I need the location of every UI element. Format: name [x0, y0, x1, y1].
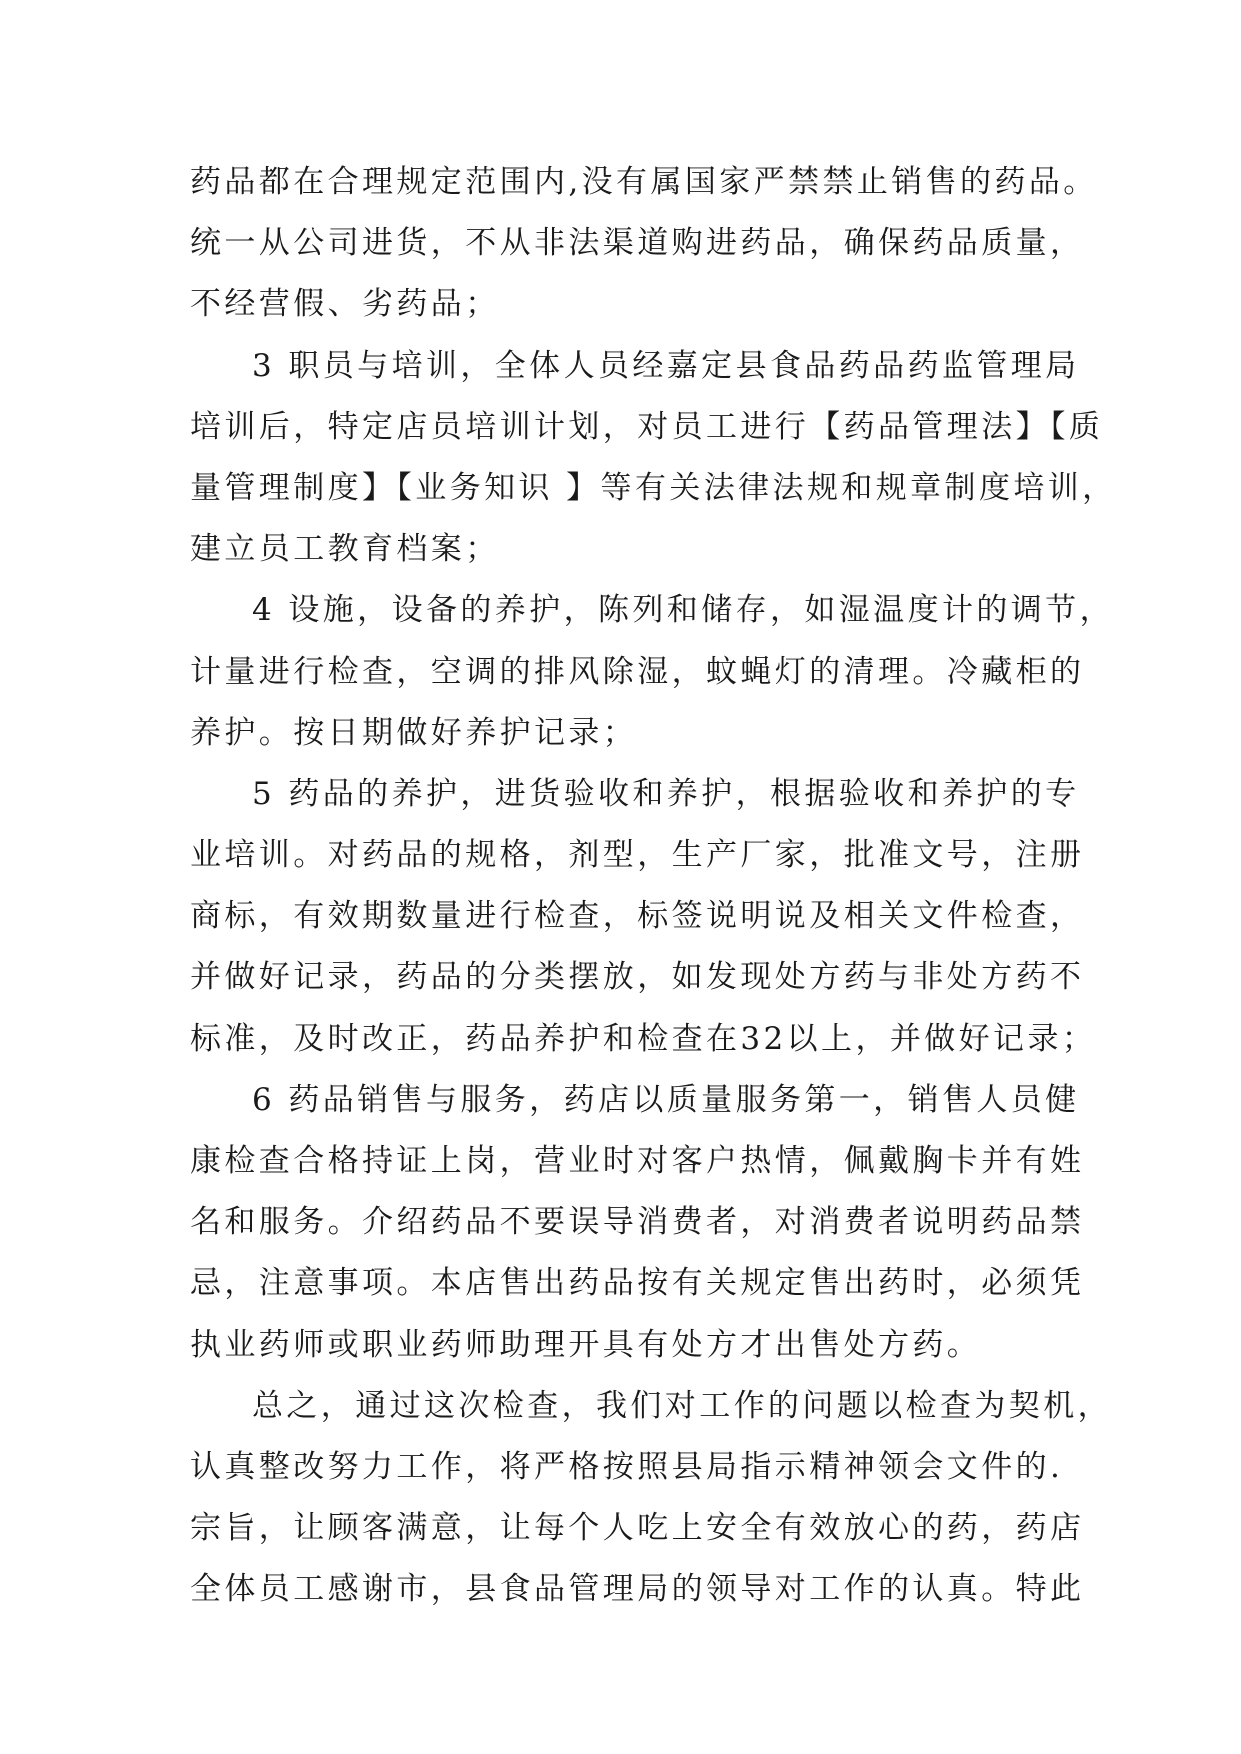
text-line: 养护。按日期做好养护记录；	[190, 714, 638, 751]
text-line: 建立员工教育档案；	[190, 531, 500, 568]
text-line: 总之，通过这次检查，我们对工作的问题以检查为契机，	[252, 1387, 1112, 1424]
text-line: 3 职员与培训，全体人员经嘉定县食品药品药监管理局	[252, 347, 1080, 384]
text-line: 统一从公司进货，不从非法渠道购进药品，确保药品质量，	[190, 225, 1085, 262]
text-line: 5 药品的养护，进货验收和养护，根据验收和养护的专	[252, 775, 1080, 812]
document-body	[190, 152, 1117, 1621]
text-line: 全体员工感谢市，县食品管理局的领导对工作的认真。特此	[190, 1571, 1085, 1608]
text-line: 药品都在合理规定范围内,没有属国家严禁禁止销售的药品。	[190, 164, 1098, 200]
text-line: 商标，有效期数量进行检查，标签说明说及相关文件检查，	[190, 898, 1085, 935]
text-line: 名和服务。介绍药品不要误导消费者，对消费者说明药品禁	[190, 1204, 1085, 1241]
text-line: 业培训。对药品的规格，剂型，生产厂家，批准文号，注册	[190, 837, 1085, 874]
text-line: 标准，及时改正，药品养护和检查在32以上，并做好记录；	[190, 1020, 1097, 1057]
text-line: 4 设施，设备的养护，陈列和储存，如湿温度计的调节，	[252, 592, 1114, 629]
text-line: 执业药师或职业药师助理开具有处方才出售处方药。	[190, 1326, 982, 1363]
text-line: 康检查合格持证上岗，营业时对客户热情，佩戴胸卡并有姓	[190, 1143, 1085, 1179]
text-line: 培训后，特定店员培训计划，对员工进行【药品管理法】【质	[190, 408, 1104, 445]
text-line: 量管理制度】【业务知识 】等有关法律法规和规章制度培训，	[190, 469, 1117, 506]
text-line: 并做好记录，药品的分类摆放，如发现处方药与非处方药不	[190, 959, 1085, 996]
text-line: 认真整改努力工作，将严格按照县局指示精神领会文件的.	[190, 1448, 1064, 1485]
text-line: 不经营假、劣药品；	[190, 286, 500, 323]
text-line: 忌，注意事项。本店售出药品按有关规定售出药时，必须凭	[190, 1265, 1085, 1302]
text-line: 计量进行检查，空调的排风除湿，蚊蝇灯的清理。冷藏柜的	[190, 653, 1085, 690]
text-line: 6 药品销售与服务，药店以质量服务第一，销售人员健	[252, 1081, 1080, 1118]
text-line: 宗旨，让顾客满意，让每个人吃上安全有效放心的药，药店	[190, 1510, 1085, 1547]
